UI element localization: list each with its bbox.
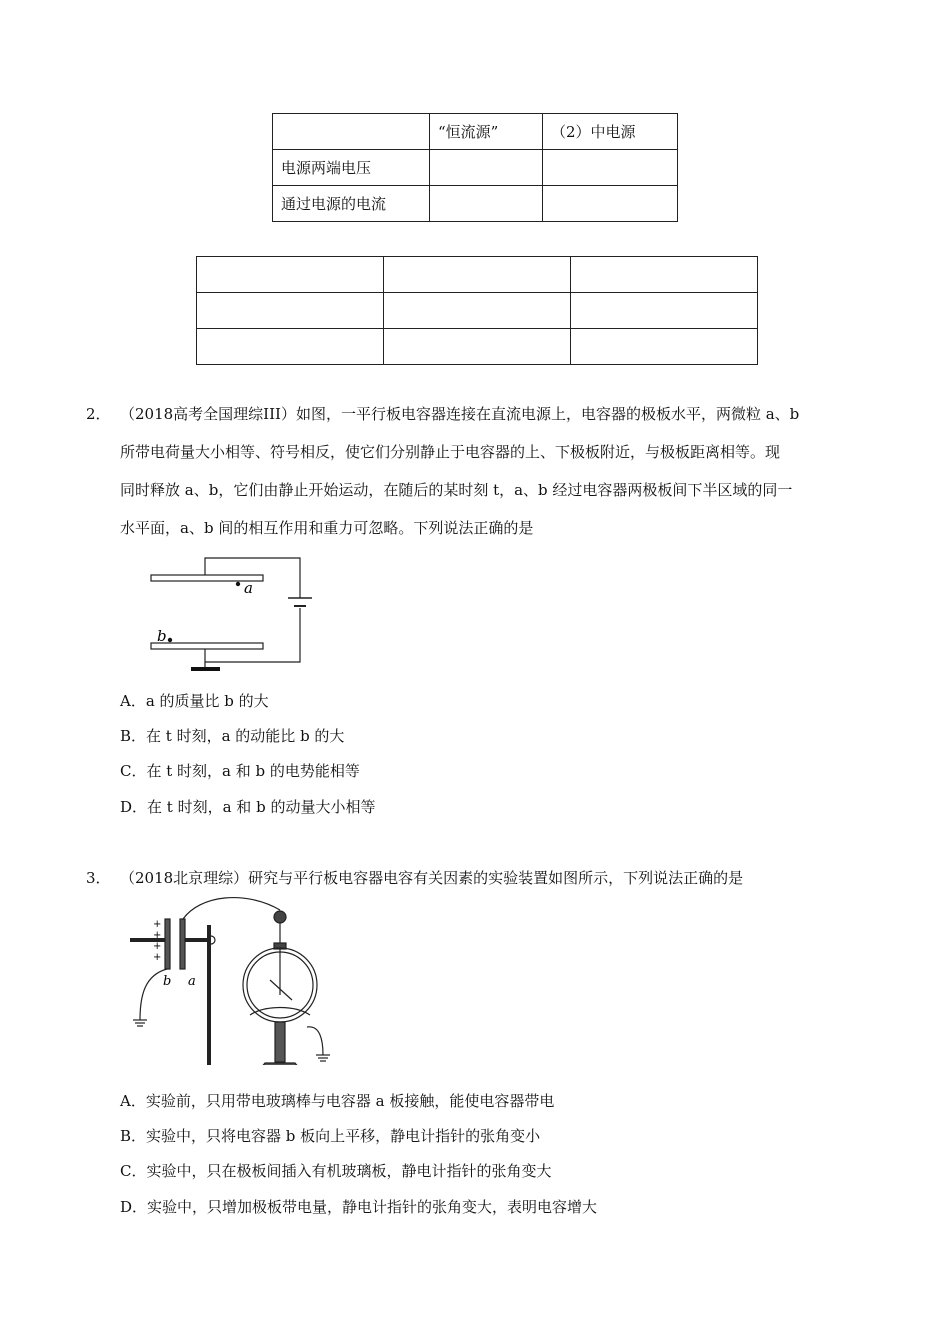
question-stem-line: （2018高考全国理综III）如图，一平行板电容器连接在直流电源上，电容器的极板水平，两微粒 a、b [120,405,800,423]
table-row [197,257,758,293]
table-cell: 通过电源的电流 [273,186,430,222]
empty-table [196,256,758,365]
option-b: B．实验中，只将电容器 b 板向上平移，静电计指针的张角变小 [120,1127,541,1145]
option-c: C．实验中，只在极板间插入有机玻璃板，静电计指针的张角变大 [120,1162,552,1180]
option-d: D．实验中，只增加极板带电量，静电计指针的张角变大，表明电容增大 [120,1198,598,1216]
table-row [273,114,678,150]
label-b: b [157,627,167,645]
question-stem-line: 所带电荷量大小相等、符号相反，使它们分别静止于电容器的上、下极板附近，与极板距离相等。现 [120,443,781,461]
option-a: A．实验前，只用带电玻璃棒与电容器 a 板接触，能使电容器带电 [120,1092,555,1110]
particle-a [236,582,240,586]
table-cell [197,257,384,293]
plus-sign: + [153,941,162,952]
label-b: b [163,974,172,989]
label-a: a [244,579,253,597]
table-power-source [272,113,678,222]
table-cell [571,293,758,329]
table-row [273,186,678,222]
table-cell: （2）中电源 [543,114,678,150]
option-d: D．在 t 时刻，a 和 b 的动量大小相等 [120,798,376,816]
question-stem-line: （2018北京理综）研究与平行板电容器电容有关因素的实验装置如图所示，下列说法正确的是 [120,869,744,887]
table-cell [384,257,571,293]
particle-b [168,638,172,642]
table-cell [543,150,678,186]
table-cell [430,186,543,222]
table-cell [571,329,758,365]
electrometer-apparatus-diagram [125,895,360,1065]
table-cell [384,329,571,365]
question-stem-line: 同时释放 a、b，它们由静止开始运动，在随后的某时刻 t，a、b 经过电容器两极板间下半区域的同一 [120,481,793,499]
option-b: B．在 t 时刻，a 的动能比 b 的大 [120,727,345,745]
plus-sign: + [153,952,162,963]
question-stem-line: 水平面，a、b 间的相互作用和重力可忽略。下列说法正确的是 [120,519,534,537]
table-cell: 电源两端电压 [273,150,430,186]
plus-sign: + [153,919,162,930]
table-cell [430,150,543,186]
option-a: A．a 的质量比 b 的大 [120,692,269,710]
question-number: 2． [86,405,111,423]
option-c: C．在 t 时刻，a 和 b 的电势能相等 [120,762,360,780]
lower-plate [151,643,263,649]
table-row [273,150,678,186]
capacitor-circuit-diagram [140,550,320,680]
table-cell [197,329,384,365]
table-cell [273,114,430,150]
table-cell [384,293,571,329]
table-cell: “恒流源” [430,114,543,150]
table-cell [571,257,758,293]
table-row [197,293,758,329]
question-number: 3． [86,869,111,887]
table-cell [197,293,384,329]
ground-icon [191,667,220,671]
table-cell [543,186,678,222]
plus-sign: + [153,930,162,941]
table-row [197,329,758,365]
label-a: a [188,974,196,989]
